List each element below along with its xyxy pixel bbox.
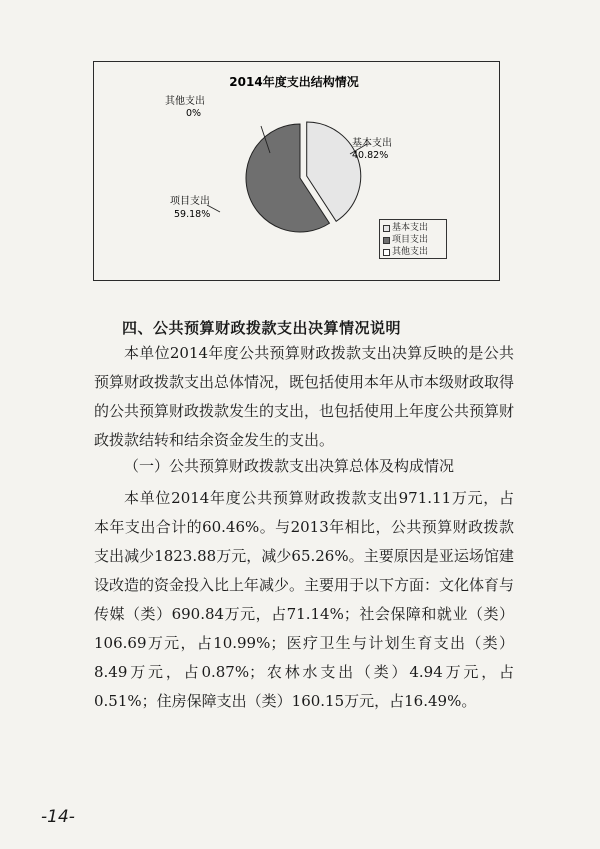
legend-label-project: 项目支出 [392,235,429,245]
data-label-basic-name: 基本支出 [352,138,392,149]
pie-chart-frame [93,61,500,281]
data-label-other-name: 其他支出 [165,96,205,107]
subheading: （一）公共预算财政拨款支出决算总体及构成情况 [124,457,455,475]
legend-swatch-project [383,237,390,244]
data-label-other-value: 0% [186,108,202,119]
data-label-project-name: 项目支出 [170,196,210,207]
chart-title: 2014年度支出结构情况 [229,75,359,89]
legend-item-project [383,234,443,246]
data-label-project-value: 59.18% [174,209,211,220]
legend-item-basic [383,222,443,234]
legend-item-other [383,246,443,258]
legend-label-basic: 基本支出 [392,223,429,233]
page-number: -14- [41,807,75,827]
legend-label-other: 其他支出 [392,247,429,257]
legend-swatch-other [383,249,390,256]
section-heading: 四、公共预算财政拨款支出决算情况说明 [122,319,402,337]
legend-swatch-basic [383,225,390,232]
data-label-basic-value: 40.82% [352,150,389,161]
paragraph-details: 本单位2014年度公共预算财政拨款支出971.11万元，占本年支出合计的60.46%。与2013年相比，公共预算财政拨款支出减少1823.88万元，减少65.26%。主要原因是亚运场馆建设改造的资金投入比上年减少。主要用于以下方面：文化体育与传媒（类）690.84万元，占71.14%；社会保障和就业（类）106.69万元，占10.99%；医疗卫生与计划生育支出（类）8.49万元，占0.87%；农林水支出（类）4.94万元，占0.51%；住房保障支出（类）160.15万元，占16.49%。 [94,489,515,710]
chart-legend [379,219,447,259]
paragraph-overview: 本单位2014年度公共预算财政拨款支出决算反映的是公共预算财政拨款支出总体情况，既包括使用本年从市本级财政取得的公共预算财政拨款发生的支出，也包括使用上年度公共预算财政拨款结转和结余资金发生的支出。 [94,344,515,449]
